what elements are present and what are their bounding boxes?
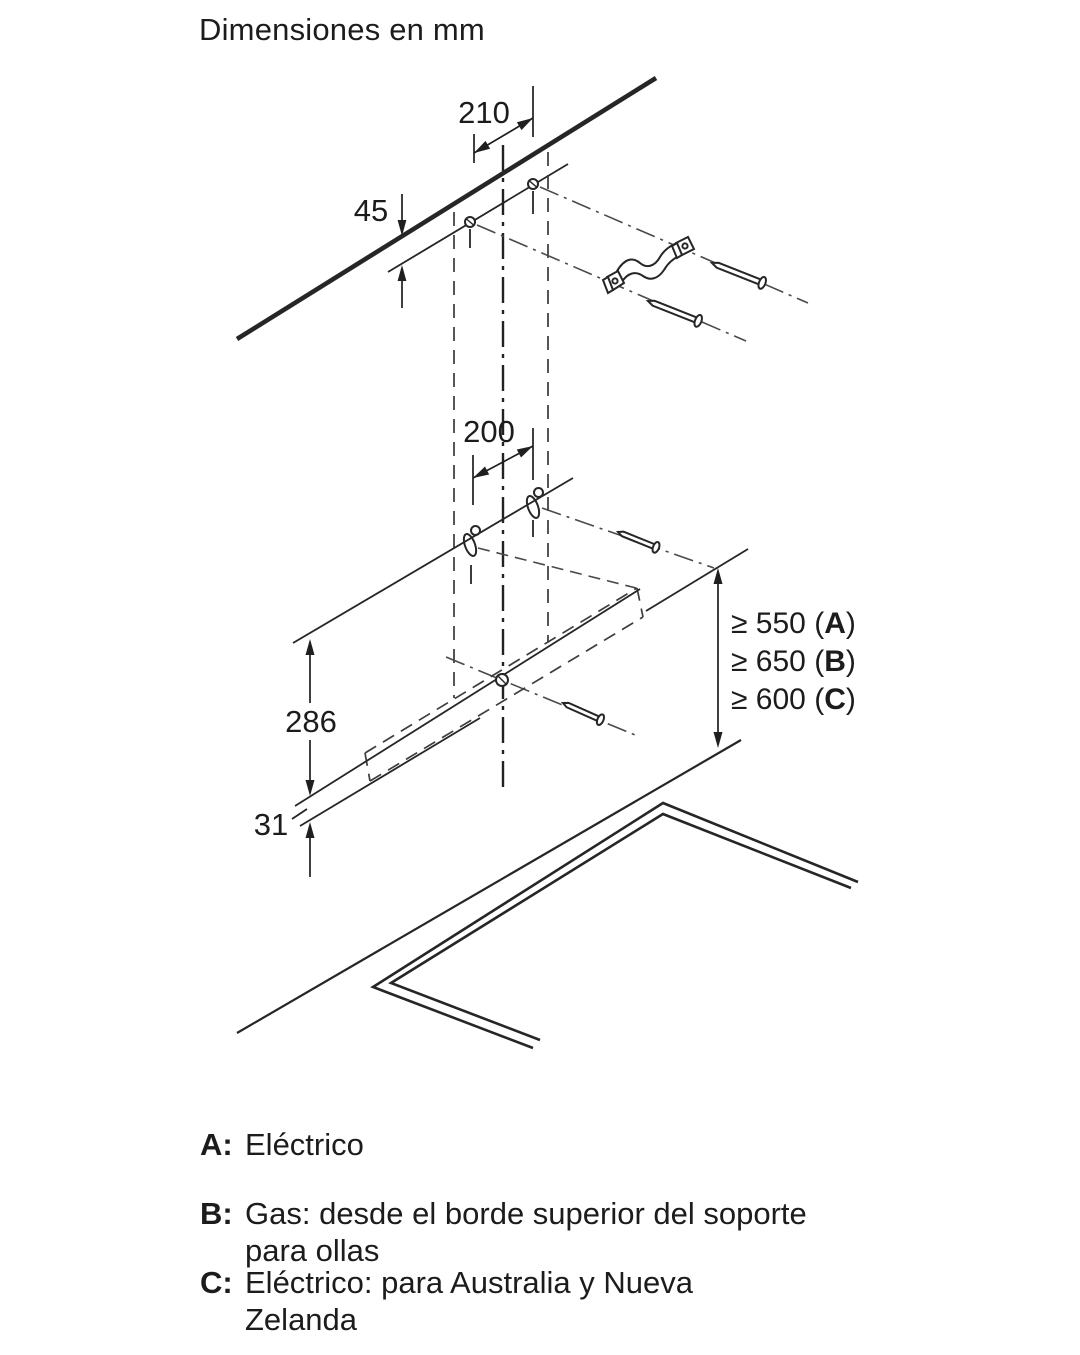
- hood-front-edge-upper: [295, 589, 640, 806]
- legend-text-a: Eléctrico: [245, 1127, 364, 1162]
- dim-286: [285, 639, 337, 796]
- dim-200-label: 200: [463, 414, 515, 449]
- legend-row-c: [200, 1264, 693, 1338]
- dim-286-label: 286: [285, 704, 337, 739]
- dim-31: [254, 807, 315, 877]
- legend-row-b: [200, 1195, 807, 1269]
- mounting-bracket: [603, 237, 694, 293]
- legend-key-c: C:: [200, 1265, 233, 1300]
- dim-210-label: 210: [458, 95, 510, 130]
- center-fixing-screw: [496, 674, 508, 686]
- anchor-depth-lines: [446, 508, 714, 737]
- clearance-label-a: ≥ 550 (A): [731, 607, 856, 640]
- wall-screw-right: [528, 179, 538, 214]
- wall-screw-left: [465, 217, 475, 248]
- page-title: Dimensiones en mm: [199, 12, 485, 47]
- wall-ceiling-line: [237, 78, 656, 339]
- clearance-label-b: ≥ 650 (B): [731, 645, 856, 678]
- legend-text-b-line1: Gas: desde el borde superior del soporte: [245, 1196, 807, 1231]
- anchor-screw-upper: [616, 527, 661, 554]
- dim-31-label: 31: [253, 807, 289, 842]
- keyhole-anchor-right: [524, 488, 543, 537]
- upper-mounting-line: [388, 164, 568, 272]
- dim-clearance: [714, 568, 856, 748]
- dim-210: [458, 86, 533, 163]
- hood-bottom-reference-line: [646, 549, 748, 611]
- clearance-label-c: ≥ 600 (C): [731, 683, 856, 716]
- legend-key-b: B:: [200, 1196, 233, 1231]
- legend-text-c-line2: Zelanda: [245, 1302, 358, 1337]
- cooktop-outline: [373, 803, 858, 1048]
- dim-45-label: 45: [353, 193, 389, 228]
- bracket-screw-lower: [646, 295, 704, 328]
- anchor-mounting-line: [293, 478, 573, 643]
- legend-text-c-line1: Eléctrico: para Australia y Nueva: [245, 1265, 693, 1300]
- bracket-screw-upper: [710, 257, 768, 290]
- dim-200: [463, 414, 533, 505]
- legend-row-a: [200, 1126, 364, 1163]
- legend-key-a: A:: [200, 1127, 233, 1162]
- legend-text-b-line2: para ollas: [245, 1233, 380, 1268]
- anchor-screw-lower: [561, 698, 606, 726]
